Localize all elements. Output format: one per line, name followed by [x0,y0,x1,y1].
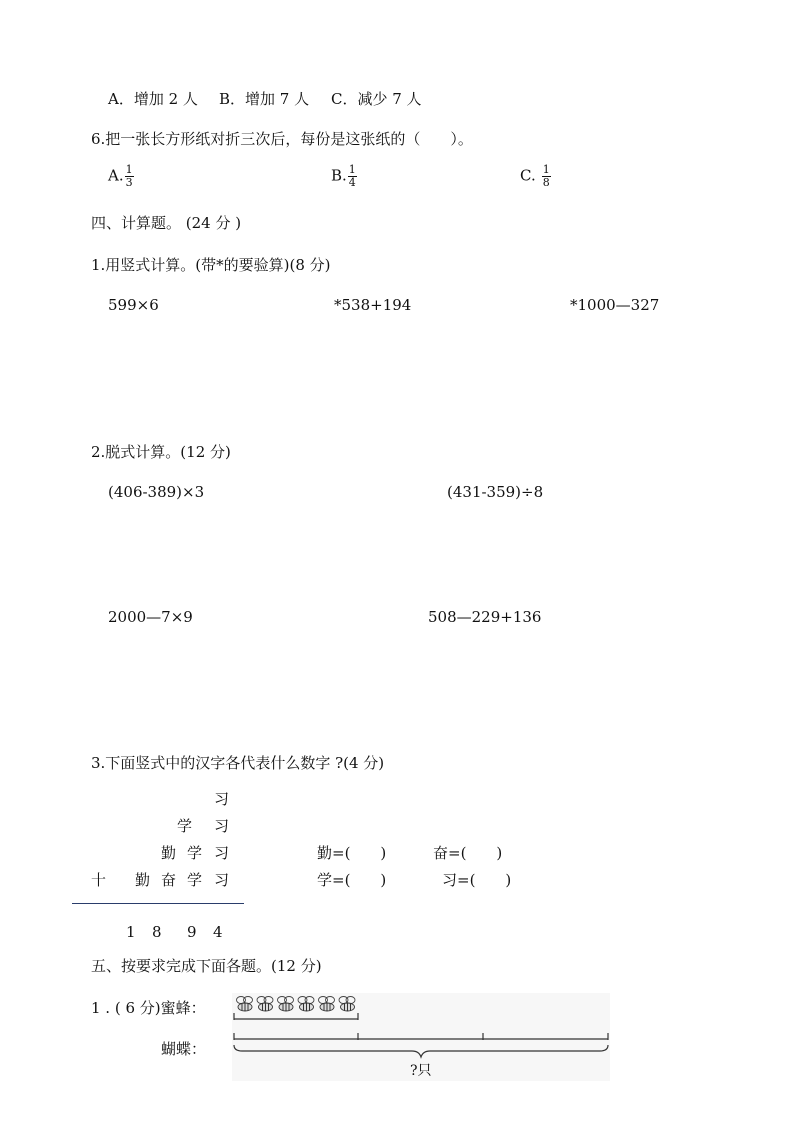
q6-question: 6.把一张长方形纸对折三次后，每份是这张纸的（ ）。 [91,130,473,148]
result-digit: 9 [187,923,197,941]
butterfly-label: 蝴蝶： [161,1040,207,1058]
puzzle-char: 勤 [135,871,151,889]
bee-butterfly-diagram [232,993,610,1081]
bee-icon [319,997,335,1012]
section-5-heading: 五、按要求完成下面各题。(12 分) [91,957,322,975]
result-digit: 1 [126,923,136,941]
result-digit: 4 [213,923,223,941]
puzzle-char: 学 [187,871,203,889]
bee-icon [339,997,355,1012]
puzzle-char: 习 [214,817,230,835]
answer-qin: 勤=( ) [317,844,387,862]
q4-2-title: 2.脱式计算。(12 分) [91,443,231,461]
fraction-one-eighth [542,164,551,189]
bee-icon [237,997,253,1012]
vertical-calc-item-3: *1000—327 [570,296,660,314]
plus-sign: 十 [91,871,107,889]
fraction-one-third [125,164,134,189]
q6-option-a [108,164,134,189]
result-digit: 8 [152,923,162,941]
q5-option-b: B．增加 7 人 [219,90,310,108]
fraction-numerator: 1 [542,163,550,176]
stepwise-calc-item-3: 2000—7×9 [108,608,193,626]
bee-icon [298,997,314,1012]
q6-option-c [520,164,551,189]
answer-xue: 学=( ) [317,871,387,889]
stepwise-calc-item-1: (406-389)×3 [108,483,205,501]
fraction-numerator: 1 [125,163,133,176]
q6-option-a-prefix: A. [108,166,124,185]
q4-1-title: 1.用竖式计算。(带*的要验算)(8 分) [91,256,331,274]
q6-option-b [331,164,357,189]
unknown-count-label: ?只 [410,1063,432,1079]
fraction-denominator: 4 [348,176,356,189]
puzzle-char: 习 [214,844,230,862]
puzzle-char: 习 [214,871,230,889]
total-brace [234,1045,608,1057]
q6-option-c-prefix: C. [520,166,536,185]
puzzle-char: 奋 [161,871,177,889]
fraction-denominator: 3 [125,176,133,189]
fraction-denominator: 8 [542,176,550,189]
puzzle-char: 勤 [161,844,177,862]
stepwise-calc-item-4: 508—229+136 [428,608,542,626]
fraction-one-quarter [348,164,357,189]
q5-option-a: A．增加 2 人 [108,90,198,108]
sum-line [72,903,244,904]
section-4-heading: 四、计算题。 (24 分 ) [91,214,242,232]
stepwise-calc-item-2: (431-359)÷8 [447,483,544,501]
fraction-numerator: 1 [348,163,356,176]
q5-option-c: C．减少 7 人 [331,90,422,108]
q4-3-title: 3.下面竖式中的汉字各代表什么数字 ?(4 分) [91,754,385,772]
bee-row [237,997,356,1012]
answer-xi: 习=( ) [442,871,512,889]
bee-icon [278,997,294,1012]
vertical-calc-item-2: *538+194 [334,296,412,314]
answer-fen: 奋=( ) [433,844,503,862]
puzzle-char: 习 [214,790,230,808]
puzzle-char: 学 [177,817,193,835]
vertical-calc-item-1: 599×6 [108,296,159,314]
bee-icon [257,997,273,1012]
q5-1-label: 1 . ( 6 分)蜜蜂： [91,999,206,1017]
puzzle-char: 学 [187,844,203,862]
q6-option-b-prefix: B. [331,166,347,185]
